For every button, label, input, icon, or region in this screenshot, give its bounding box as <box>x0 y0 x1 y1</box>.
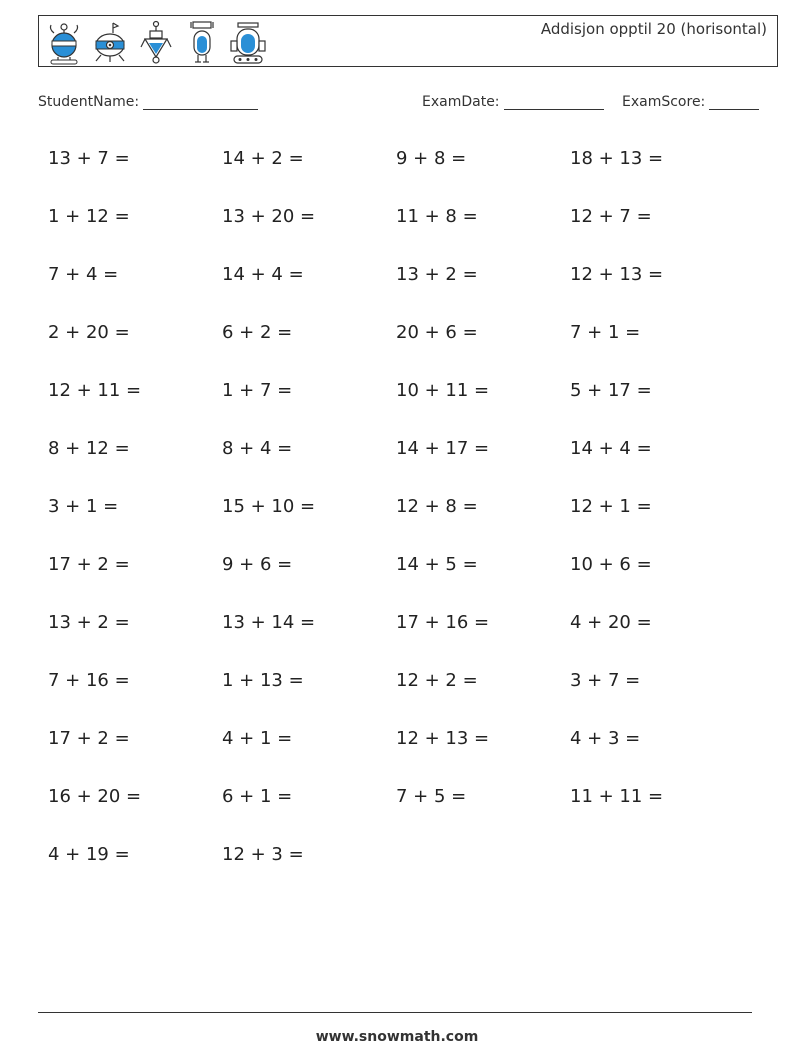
student-name-label: StudentName: <box>38 94 140 110</box>
problem-item: 7 + 1 = <box>570 322 641 343</box>
exam-score-label: ExamScore: <box>622 94 706 110</box>
problem-item: 14 + 17 = <box>396 438 490 459</box>
footer-divider <box>38 1012 752 1013</box>
problem-item: 1 + 7 = <box>222 380 293 401</box>
robot-capsule-icon <box>183 19 221 65</box>
problem-item: 12 + 2 = <box>396 670 478 691</box>
worksheet-title: Addisjon opptil 20 (horisontal) <box>540 20 767 38</box>
problem-item: 13 + 7 = <box>48 148 130 169</box>
footer-website: www.snowmath.com <box>315 1029 479 1045</box>
problem-item: 7 + 5 = <box>396 786 467 807</box>
problem-item: 12 + 11 = <box>48 380 142 401</box>
problem-item: 18 + 13 = <box>570 148 664 169</box>
problem-item: 4 + 20 = <box>570 612 652 633</box>
student-name-blank[interactable] <box>143 95 258 110</box>
problem-item: 5 + 17 = <box>570 380 652 401</box>
student-info-row <box>38 94 773 114</box>
problem-item: 1 + 12 = <box>48 206 130 227</box>
problem-item: 6 + 2 = <box>222 322 293 343</box>
problem-item: 8 + 12 = <box>48 438 130 459</box>
problem-item: 12 + 8 = <box>396 496 478 517</box>
problem-item: 3 + 1 = <box>48 496 119 517</box>
problem-item: 10 + 6 = <box>570 554 652 575</box>
robot-round-icon <box>45 19 83 65</box>
robot-triangle-icon <box>137 19 175 65</box>
exam-date-label: ExamDate: <box>422 94 500 110</box>
problem-item: 13 + 14 = <box>222 612 316 633</box>
problem-item: 12 + 7 = <box>570 206 652 227</box>
exam-date-field[interactable] <box>422 94 604 110</box>
robot-icons <box>45 18 267 66</box>
problem-item: 6 + 1 = <box>222 786 293 807</box>
exam-score-blank[interactable] <box>709 95 759 110</box>
problem-item: 16 + 20 = <box>48 786 142 807</box>
robot-saucer-icon <box>91 19 129 65</box>
problem-item: 10 + 11 = <box>396 380 490 401</box>
problem-item: 12 + 13 = <box>570 264 664 285</box>
exam-score-field[interactable] <box>622 94 759 110</box>
problem-item: 11 + 8 = <box>396 206 478 227</box>
problem-item: 4 + 19 = <box>48 844 130 865</box>
problem-item: 17 + 16 = <box>396 612 490 633</box>
problem-item: 2 + 20 = <box>48 322 130 343</box>
problem-item: 4 + 3 = <box>570 728 641 749</box>
robot-tank-icon <box>229 19 267 65</box>
problem-item: 17 + 2 = <box>48 554 130 575</box>
problem-item: 1 + 13 = <box>222 670 304 691</box>
problem-item: 15 + 10 = <box>222 496 316 517</box>
problem-item: 12 + 3 = <box>222 844 304 865</box>
problem-item: 9 + 8 = <box>396 148 467 169</box>
problem-item: 7 + 4 = <box>48 264 119 285</box>
exam-date-blank[interactable] <box>504 95 604 110</box>
problem-item: 14 + 2 = <box>222 148 304 169</box>
problem-item: 13 + 2 = <box>396 264 478 285</box>
worksheet-header <box>38 15 778 67</box>
problem-item: 12 + 13 = <box>396 728 490 749</box>
problem-item: 14 + 4 = <box>570 438 652 459</box>
student-name-field[interactable] <box>38 94 258 110</box>
problem-item: 13 + 2 = <box>48 612 130 633</box>
problem-item: 8 + 4 = <box>222 438 293 459</box>
problem-item: 3 + 7 = <box>570 670 641 691</box>
problem-item: 14 + 5 = <box>396 554 478 575</box>
problem-item: 20 + 6 = <box>396 322 478 343</box>
problem-item: 14 + 4 = <box>222 264 304 285</box>
problem-item: 9 + 6 = <box>222 554 293 575</box>
problem-item: 17 + 2 = <box>48 728 130 749</box>
problem-item: 4 + 1 = <box>222 728 293 749</box>
problem-item: 11 + 11 = <box>570 786 664 807</box>
problem-item: 13 + 20 = <box>222 206 316 227</box>
problem-item: 12 + 1 = <box>570 496 652 517</box>
problem-item: 7 + 16 = <box>48 670 130 691</box>
